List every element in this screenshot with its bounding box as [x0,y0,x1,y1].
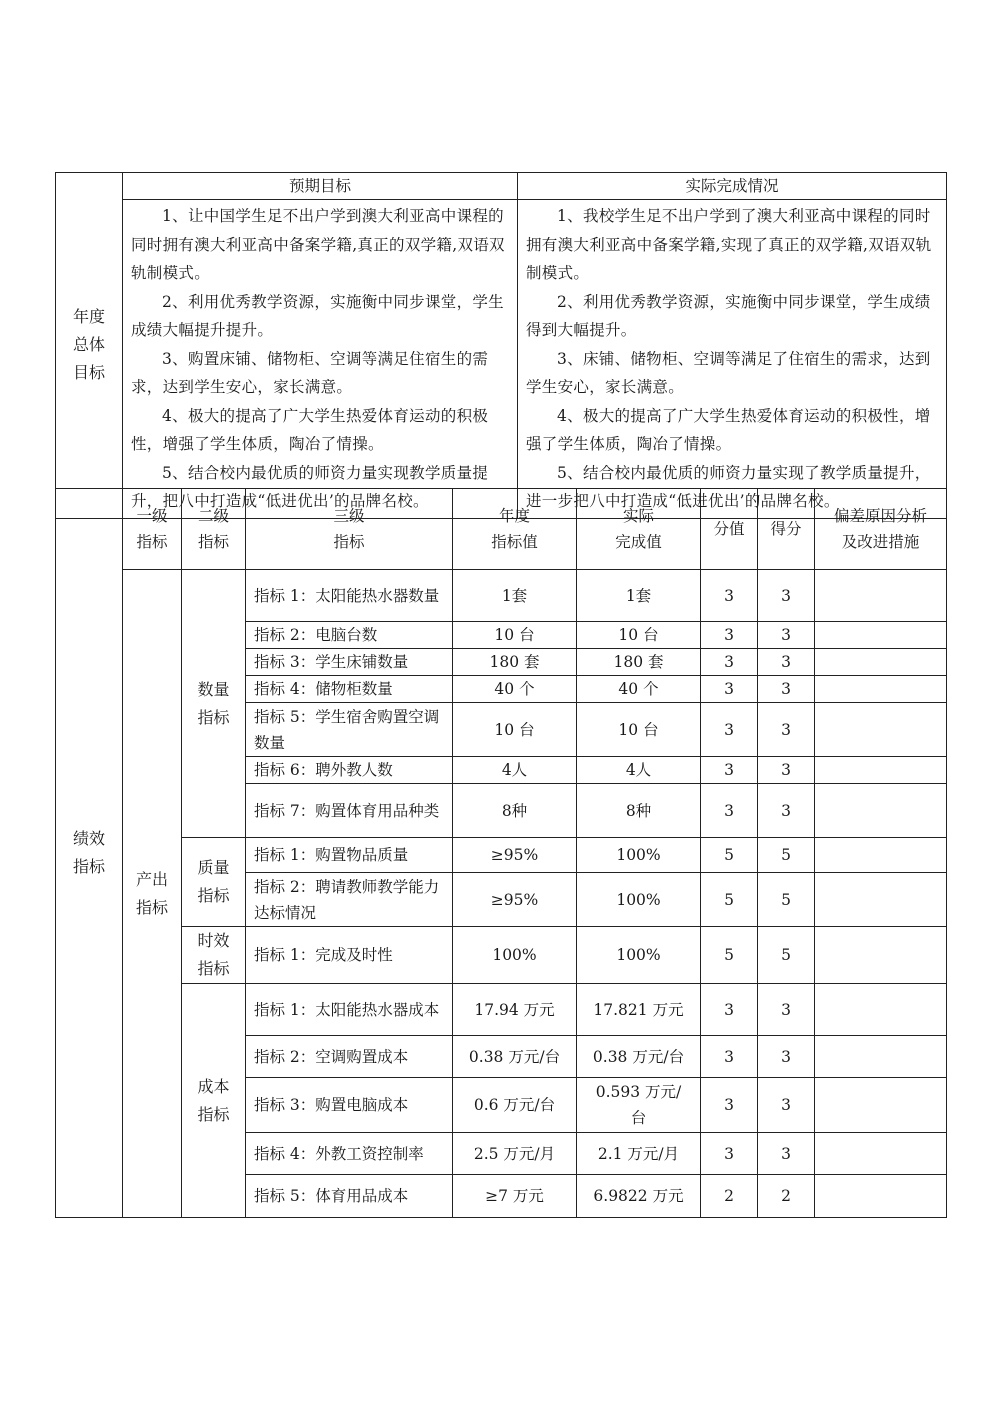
row-actual: 17.821 万元 [577,984,701,1036]
actual-status-1: 1、我校学生足不出户学到了澳大利亚高中课程的同时拥有澳大利亚高中备案学籍,实现了真正的双学籍,双语双轨制模式。 [526,207,932,282]
row-name: 指标 3：购置电脑成本 [246,1078,453,1133]
row-target: 8种 [453,784,577,838]
row-name: 指标 1：完成及时性 [246,927,453,984]
row-score: 3 [701,784,758,838]
performance-table [55,488,947,1218]
row-analysis [815,838,947,873]
row-got: 3 [758,1036,815,1078]
header-level3: 三级 指标 [246,489,453,570]
row-target: 0.6 万元/台 [453,1078,577,1133]
row-target: 1套 [453,570,577,622]
group-quantity: 数量 指标 [182,570,246,838]
row-score: 3 [701,622,758,649]
header-got: 得分 [758,489,815,570]
row-analysis [815,927,947,984]
row-actual: 1套 [577,570,701,622]
row-actual: 0.593 万元/台 [577,1078,701,1133]
header-analysis: 偏差原因分析 及改进措施 [815,489,947,570]
row-score: 5 [701,927,758,984]
row-name: 指标 4：储物柜数量 [246,676,453,703]
row-got: 3 [758,984,815,1036]
row-analysis [815,1175,947,1218]
header-level2: 二级 指标 [182,489,246,570]
actual-status-4: 4、极大的提高了广大学生热爱体育运动的积极性，增强了学生体质，陶冶了情操。 [526,406,931,453]
row-actual: 100% [577,873,701,927]
row-analysis [815,649,947,676]
header-level1: 一级 指标 [123,489,182,570]
row-target: 2.5 万元/月 [453,1133,577,1175]
row-name: 指标 7：购置体育用品种类 [246,784,453,838]
row-actual: 4人 [577,757,701,784]
row-got: 3 [758,570,815,622]
row-analysis [815,570,947,622]
actual-status-header: 实际完成情况 [518,173,947,200]
header-actual: 实际 完成值 [577,489,701,570]
row-score: 5 [701,873,758,927]
row-name: 指标 1：购置物品质量 [246,838,453,873]
row-target: 100% [453,927,577,984]
row-score: 3 [701,676,758,703]
expected-goal-3: 3、购置床铺、储物柜、空调等满足住宿生的需求，达到学生安心，家长满意。 [131,349,489,396]
table-row [56,927,947,984]
row-analysis [815,622,947,649]
level1-output: 产出 指标 [123,570,182,1218]
header-target: 年度 指标值 [453,489,577,570]
expected-goal-2: 2、利用优秀教学资源，实施衡中同步课堂，学生成绩大幅提升提升。 [131,292,504,339]
row-got: 3 [758,676,815,703]
row-got: 3 [758,757,815,784]
row-score: 3 [701,703,758,757]
row-score: 3 [701,649,758,676]
row-actual: 180 套 [577,649,701,676]
actual-status-3: 3、床铺、储物柜、空调等满足了住宿生的需求，达到学生安心，家长满意。 [526,349,931,396]
row-score: 3 [701,757,758,784]
group-quality: 质量 指标 [182,838,246,927]
row-actual: 8种 [577,784,701,838]
row-target: ≥7 万元 [453,1175,577,1218]
row-name: 指标 5：学生宿舍购置空调数量 [246,703,453,757]
row-analysis [815,873,947,927]
row-score: 3 [701,1133,758,1175]
expected-goal-4: 4、极大的提高了广大学生热爱体育运动的积极性，增强了学生体质，陶冶了情操。 [131,406,489,453]
row-got: 3 [758,649,815,676]
expected-goal-1: 1、让中国学生足不出户学到澳大利亚高中课程的同时拥有澳大利亚高中备案学籍,真正的双学籍,双语双轨制模式。 [131,207,505,282]
row-got: 3 [758,784,815,838]
row-got: 3 [758,1078,815,1133]
row-actual: 6.9822 万元 [577,1175,701,1218]
row-got: 2 [758,1175,815,1218]
row-got: 5 [758,873,815,927]
row-target: ≥95% [453,838,577,873]
table-row [56,838,947,873]
row-actual: 40 个 [577,676,701,703]
row-name: 指标 2：聘请教师教学能力达标情况 [246,873,453,927]
header-score: 分值 [701,489,758,570]
row-target: 0.38 万元/台 [453,1036,577,1078]
row-got: 3 [758,622,815,649]
actual-status-2: 2、利用优秀教学资源，实施衡中同步课堂，学生成绩得到大幅提升。 [526,292,931,339]
row-target: 10 台 [453,622,577,649]
row-score: 3 [701,570,758,622]
row-name: 指标 5：体育用品成本 [246,1175,453,1218]
row-score: 5 [701,838,758,873]
row-name: 指标 2：电脑台数 [246,622,453,649]
row-target: 180 套 [453,649,577,676]
row-name: 指标 2：空调购置成本 [246,1036,453,1078]
expected-goal-5: 5、结合校内最优质的师资力量实现教学质量提升，把八中打造成“低进优出’的品牌名校。 [131,463,489,510]
row-got: 3 [758,1133,815,1175]
row-analysis [815,1133,947,1175]
expected-goal-text [123,200,518,519]
row-name: 指标 6：聘外教人数 [246,757,453,784]
row-actual: 10 台 [577,622,701,649]
row-analysis [815,984,947,1036]
row-name: 指标 1：太阳能热水器成本 [246,984,453,1036]
expected-goal-header: 预期目标 [123,173,518,200]
row-score: 3 [701,1036,758,1078]
row-actual: 2.1 万元/月 [577,1133,701,1175]
row-name: 指标 1：太阳能热水器数量 [246,570,453,622]
annual-goal-table [55,172,947,519]
row-actual: 100% [577,927,701,984]
actual-status-5: 5、结合校内最优质的师资力量实现了教学质量提升，进一步把八中打造成“低进优出’的品牌名校。 [526,463,931,510]
group-cost: 成本 指标 [182,984,246,1218]
performance-label: 绩效 指标 [56,489,123,1218]
row-got: 3 [758,703,815,757]
row-analysis [815,784,947,838]
row-analysis [815,1036,947,1078]
actual-status-text [518,200,947,519]
row-name: 指标 3：学生床铺数量 [246,649,453,676]
row-actual: 10 台 [577,703,701,757]
row-actual: 100% [577,838,701,873]
row-target: 10 台 [453,703,577,757]
row-score: 2 [701,1175,758,1218]
row-score: 3 [701,984,758,1036]
annual-goal-label: 年度 总体 目标 [56,173,123,519]
row-analysis [815,703,947,757]
row-name: 指标 4：外教工资控制率 [246,1133,453,1175]
row-score: 3 [701,1078,758,1133]
row-target: ≥95% [453,873,577,927]
row-got: 5 [758,838,815,873]
group-timeliness: 时效 指标 [182,927,246,984]
row-target: 17.94 万元 [453,984,577,1036]
table-row [56,984,947,1036]
row-target: 4人 [453,757,577,784]
row-target: 40 个 [453,676,577,703]
row-actual: 0.38 万元/台 [577,1036,701,1078]
table-row [56,570,947,622]
row-analysis [815,757,947,784]
row-analysis [815,1078,947,1133]
row-got: 5 [758,927,815,984]
row-analysis [815,676,947,703]
